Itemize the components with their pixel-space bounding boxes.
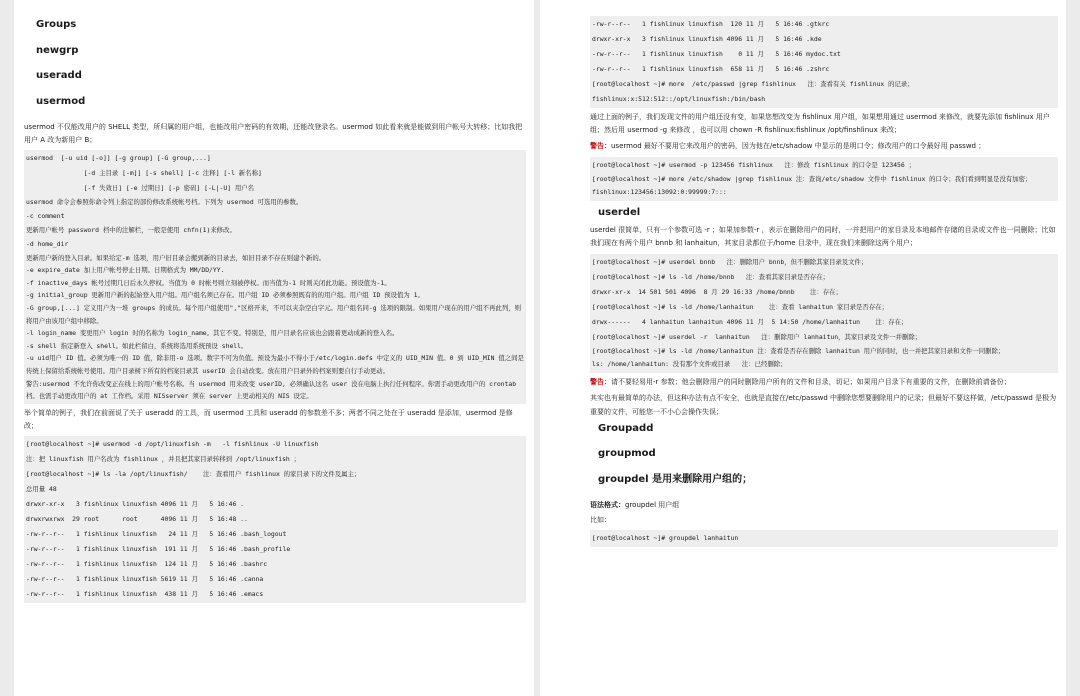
code-line: fishlinux:123456:13092:0:99999:7::: — [592, 188, 727, 197]
code-line: [root@localhost ~]# ls -ld /home/lanhaitun 注：查看是否存在删除 lanhaitun 用户的同时，也一并把其家目录和文件一同删除； — [592, 346, 1005, 355]
code-line: 更新用户新的登入目录。如果给定-m 选项，用户旧目录会搬到新的目录去，如旧目录不存在则建个新的。 — [26, 253, 326, 262]
userdel-code-block — [590, 254, 1058, 374]
code-line: -u uid用户 ID 值。必须为唯一的 ID 值，除非用-o 选项。数字不可为负值。预设为最小不得小于/etc/login.defs 中定义的 UID_MIN 值。0 到 UID_MIN 值之间是传统上保留给系统帐号使用。用户目录树下所有的档案目录其 userID 会自动改变。放在用户目录外的档案则要自行手动更动。 — [26, 354, 524, 375]
passwd-file-paragraph: 其实也有最简单的办法，但这种办法有点不安全，也就是直接在/etc/passwd 中删除您想要删除用户的记录；但最好不要这样做，/etc/passwd 是极为重要的文件，可能您一不小心会操作失误； — [590, 394, 1057, 416]
heading-groupadd: Groupadd — [598, 422, 654, 434]
code-line: 注：把 linuxfish 用户名改为 fishlinux ，并且把其家目录转移到 /opt/linuxfish ； — [26, 455, 301, 464]
listing-code-block — [590, 16, 1058, 108]
code-line: -rw-r--r-- 1 fishlinux linuxfish 658 11 月 5 16:46 .zshrc — [592, 65, 830, 73]
code-line: [-d 主目录 [-m]] [-s shell] [-c 注释] [-l 新名称] — [26, 169, 262, 178]
code-line: [root@localhost ~]# usermod -d /opt/linuxfish -m -l fishlinux -U linuxfish — [26, 440, 319, 449]
group-change-paragraph: 通过上面的例子，我们发现文件的用户组还没有变，如果您想改变为 fishlinux 用户组，如果想用通过 usermod 来修改，就要先添加 fishlinux 用户组；然后用 usermod -g 来修改 ，也可以用 chown -R fishlinux:fishlinux /opt/finshlinux 来改； — [590, 113, 1050, 135]
example-intro: 举个简单的例子，我们在前面说了关于 useradd 的工具，而 usermod 工具和 useradd 的参数差不多；两者不同之处在于 useradd 是添加，usermod 是修改； — [24, 408, 513, 430]
code-line: usermod 命令会参照你命令列上指定的部份修改系统帐号档。下列为 usermod 可选用的参数。 — [26, 198, 303, 207]
code-line: -rw-r--r-- 1 fishlinux linuxfish 191 11 月 5 16:46 .bash_profile — [26, 545, 291, 554]
syntax-line — [590, 498, 1058, 513]
code-line: drwxrwxrwx 29 root root 4096 11 月 5 16:48 .. — [26, 515, 248, 524]
code-line: [root@localhost ~]# more /etc/shadow |grep fishlinux 注：查询/etc/shadow 文件中 fishlinux 的口令；我们看到明显是没有加密； — [592, 174, 1032, 183]
code-line: [root@localhost ~]# ls -ld /home/bnnb 注：查看其家目录是否存在； — [592, 272, 829, 281]
code-line: fishlinux:x:512:512::/opt/linuxfish:/bin/bash — [592, 95, 766, 103]
syntax-text: groupdel 用户组 — [625, 501, 680, 510]
code-line: 总用量 48 — [26, 485, 57, 494]
userdel-paragraph: userdel 很简单，只有一个参数可选 -r ；如果加参数-r ，表示在删除用户的同时，一并把用户的家目录及本地邮件存储的目录或文件也一同删除；比如我们现在有两个用户 bnnb 和 lanhaitun，其家目录都位于/home 目录中，现在我们来删除这两个用户； — [590, 226, 1056, 248]
code-line: [root@localhost ~]# more /etc/passwd |grep fishlinux 注：查看有关 fishlinux 的记录； — [592, 80, 914, 88]
right-document-page — [540, 0, 1066, 696]
code-line: 警告:usermod 不允许你改变正在线上的用户帐号名称。当 usermod 用来改变 userID, 必须确认这名 user 没在电脑上执行任何程序。你需手动更改用户的 crontab 档。也需手动更改用户的 at 工作档。采用 NISserver 须在 server 上更动相关的 NIS 设定。 — [26, 379, 517, 401]
code-line: -rw-r--r-- 1 fishlinux linuxfish 438 11 月 5 16:46 .emacs — [26, 590, 264, 599]
code-line: -e expire_date 加上用户帐号停止日期。日期格式为 MM/DD/YY. — [26, 266, 225, 275]
section-headings — [24, 18, 526, 120]
code-line: -s shell 指定新登入 shell。如此栏留白，系统将选用系统预设 shell。 — [26, 341, 248, 350]
code-line: [root@localhost ~]# userdel -r lanhaitun 注：删除用户 lanhaitun，其家目录及文件一并删除； — [592, 332, 922, 341]
code-line: usermod [-u uid [-o]] [-g group] [-G group,...] — [26, 154, 211, 163]
warning-label: 警告： — [590, 142, 611, 151]
code-line: 更新用户帐号 password 档中的注解栏，一般是使用 chfn(1)来修改。 — [26, 226, 236, 234]
code-line: [root@localhost ~]# ls -la /opt/linuxfish/ 注：查看用户 fishlinux 的家目录下的文件及属主； — [26, 470, 361, 479]
code-line: [root@localhost ~]# usermod -p 123456 fishlinux 注：修改 fishlinux 的口令是 123456 ； — [592, 160, 915, 169]
code-line: -g initial_group 更新用户新的起始登入用户组。用户组名须已存在。用户组 ID 必须参照既有的的用户组。用户组 ID 预设值为 1。 — [26, 291, 424, 300]
heading-newgrp: newgrp — [36, 44, 79, 56]
heading-groups: Groups — [36, 19, 77, 30]
userdel-warning — [590, 376, 1058, 389]
code-line: [-f 失效日] [-e 过期日] [-p 密码] [-L|-U] 用户名 — [26, 184, 255, 193]
code-line: -c comment — [26, 212, 65, 220]
code-line: -rw-r--r-- 1 fishlinux linuxfish 120 11 月 5 16:46 .gtkrc — [592, 20, 830, 28]
warning-text: usermod 最好不要用它来改用户的密码，因为他在/etc/shadow 中显示的是明口令；修改用户的口令最好用 passwd ； — [611, 142, 986, 151]
syntax-label: 语法格式： — [590, 501, 625, 510]
groupdel-code-block — [590, 530, 1058, 547]
left-document-page — [14, 0, 534, 696]
code-line: -G group,[...] 定义用户为一堆 groups 的成员。每个用户组使用","区格开来，不可以夹杂空白字元。用户组名同-g 选项的限制。如果用户现在的用户组不再此列，则将用户由该用户组中移除。 — [26, 303, 522, 325]
password-code-block — [590, 157, 1058, 202]
group-headings — [590, 422, 1058, 473]
code-line: -rw-r--r-- 1 fishlinux linuxfish 0 11 月 5 16:46 mydoc.txt — [592, 50, 841, 58]
userdel-heading: userdel — [598, 207, 641, 219]
code-line: [root@localhost ~]# ls -ld /home/lanhaitun 注：查看 lanhaitun 家目录是否存在； — [592, 302, 888, 311]
warning-text-2: 请不要轻易用-r 参数；他会删除用户的同时删除用户所有的文件和目录，切记；如果用户目录下有重要的文件，在删除前请备份； — [611, 378, 1011, 387]
groupdel-heading: groupdel 是用来删除用户组的； — [598, 473, 753, 485]
code-line: drwx------ 4 lanhaitun lanhaitun 4096 11 月 5 14:50 /home/lanhaitun 注：存在； — [592, 317, 908, 326]
code-line: ls: /home/lanhaitun: 没有那个文件或目录 注：已经删除； — [592, 360, 787, 369]
code-line: -rw-r--r-- 1 fishlinux linuxfish 5619 11 月 5 16:46 .canna — [26, 575, 264, 584]
usermod-example-block — [24, 436, 526, 603]
code-line: -rw-r--r-- 1 fishlinux linuxfish 24 11 月 5 16:46 .bash_logout — [26, 530, 287, 539]
heading-useradd: useradd — [36, 70, 82, 81]
code-line: drwxr-xr-x 14 501 501 4096 8 月 29 16:33 /home/bnnb 注：存在； — [592, 287, 842, 296]
code-line: -d home_dir — [26, 239, 69, 248]
usermod-intro: usermod 不仅能改用户的 SHELL 类型，所归属的用户组，也能改用户密码的有效期，还能改登录名。usermod 如此看来就是能做到用户帐号大转移；比如我把用户 A 改为新用户 B； — [24, 123, 523, 145]
usermod-usage-block — [24, 150, 526, 403]
code-line: drwxr-xr-x 3 fishlinux linuxfish 4096 11 月 5 16:46 .kde — [592, 35, 822, 43]
code-line: drwxr-xr-x 3 fishlinux linuxfish 4096 11 月 5 16:46 . — [26, 500, 245, 509]
example-label: 比如： — [590, 516, 611, 525]
warning-label-2: 警告： — [590, 378, 611, 387]
password-warning — [590, 140, 1058, 153]
code-line: -l login_name 变更用户 login 时的名称为 login_name。其它不变。特别是，用户目录名应该也会跟着更动成新的登入名。 — [26, 329, 399, 338]
code-line: [root@localhost ~]# userdel bnnb 注：删除用户 bnnb，但不删除其家目录及文件； — [592, 257, 868, 266]
heading-usermod: usermod — [36, 95, 86, 107]
heading-groupmod: groupmod — [598, 448, 656, 460]
code-line: -f inactive_days 帐号过期几日后永久停权。当值为 0 时帐号则立刻被停权。而当值为-1 时则关闭此功能。预设值为-1。 — [26, 278, 391, 287]
code-line: -rw-r--r-- 1 fishlinux linuxfish 124 11 月 5 16:46 .bashrc — [26, 560, 268, 569]
code-line: [root@localhost ~]# groupdel lanhaitun — [592, 534, 739, 543]
